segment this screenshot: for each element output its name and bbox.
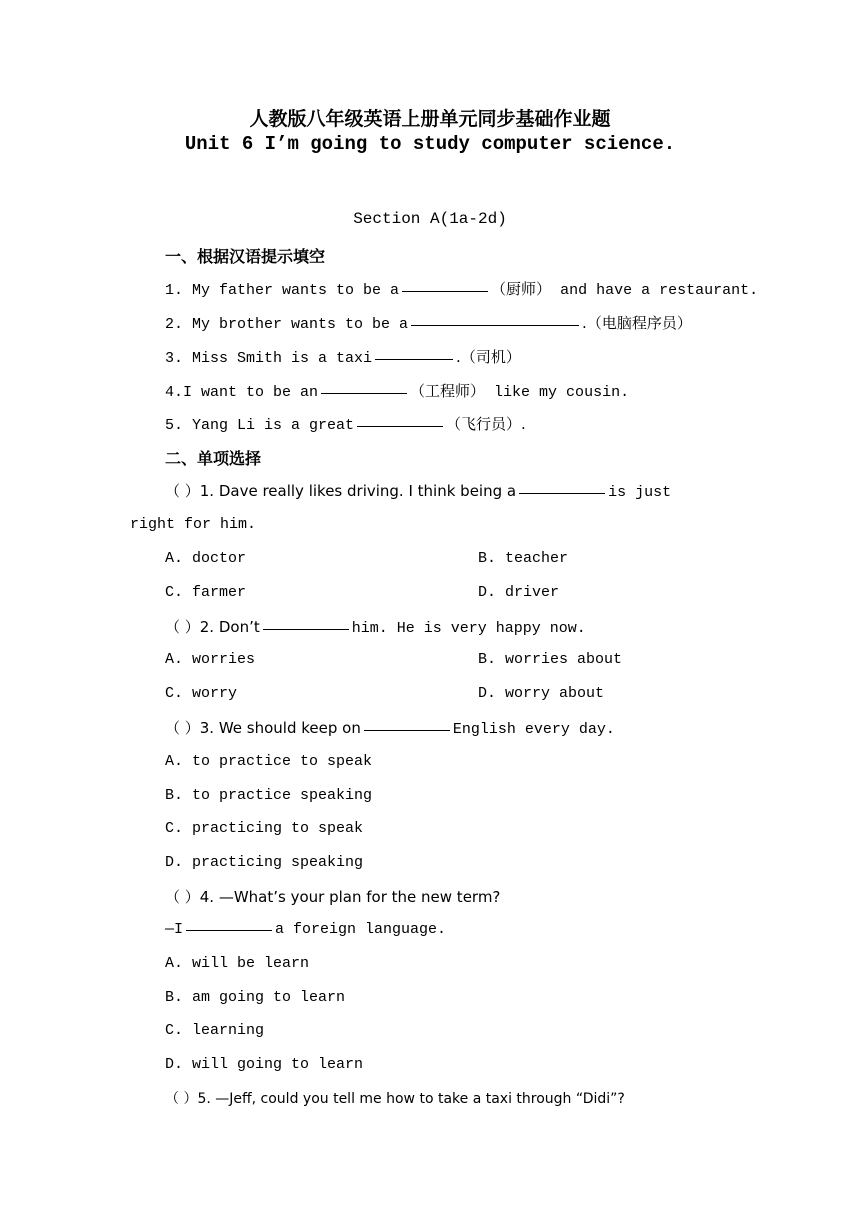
question-1-option-b[interactable]: B. teacher xyxy=(478,550,569,567)
answer-blank[interactable] xyxy=(411,324,579,326)
question-2-option-a[interactable]: A. worries xyxy=(165,651,256,668)
question-2-option-b[interactable]: B. worries about xyxy=(478,651,623,668)
section-label: Section A(1a-2d) xyxy=(353,210,507,228)
fill-item-5 xyxy=(165,414,526,436)
page-title: 人教版八年级英语上册单元同步基础作业题 xyxy=(249,108,611,130)
fill-item-4-hint: （工程师） xyxy=(410,382,486,400)
part2-heading: 二、单项选择 xyxy=(165,449,262,468)
answer-blank[interactable] xyxy=(263,628,349,630)
question-4-reply xyxy=(165,920,446,940)
fill-item-1-tail: and have a restaurant. xyxy=(551,282,759,299)
question-4-option-b[interactable]: B. am going to learn xyxy=(165,989,346,1006)
question-4-stem: （ ）4. —What’s your plan for the new term? xyxy=(165,888,501,906)
answer-blank[interactable] xyxy=(375,358,453,360)
fill-item-3-text: 3. Miss Smith is a taxi xyxy=(165,350,373,367)
answer-blank[interactable] xyxy=(519,492,605,494)
answer-blank[interactable] xyxy=(357,425,443,427)
question-1-option-d[interactable]: D. driver xyxy=(478,584,560,601)
question-3-tail: English every day. xyxy=(452,721,615,738)
question-1-option-a[interactable]: A. doctor xyxy=(165,550,247,567)
question-4-option-a[interactable]: A. will be learn xyxy=(165,955,310,972)
question-3-option-b[interactable]: B. to practice speaking xyxy=(165,787,373,804)
question-4-option-c[interactable]: C. learning xyxy=(165,1022,265,1039)
question-1-stem-cont: right for him. xyxy=(130,516,257,533)
fill-item-2-text: 2. My brother wants to be a xyxy=(165,316,409,333)
fill-item-1-hint: （厨师） xyxy=(491,280,552,298)
fill-item-5-text: 5. Yang Li is a great xyxy=(165,417,355,434)
question-3-option-d[interactable]: D. practicing speaking xyxy=(165,854,364,871)
question-2-option-c[interactable]: C. worry xyxy=(165,685,238,702)
question-1-option-c[interactable]: C. farmer xyxy=(165,584,247,601)
question-3-option-c[interactable]: C. practicing to speak xyxy=(165,820,364,837)
question-1-stem xyxy=(165,481,671,503)
part1-heading: 一、根据汉语提示填空 xyxy=(165,247,326,266)
fill-item-1-text: 1. My father wants to be a xyxy=(165,282,400,299)
question-5-stem: （ ）5. —Jeff, could you tell me how to take a taxi through “Didi”? xyxy=(165,1091,625,1107)
fill-item-2 xyxy=(165,313,692,335)
answer-blank[interactable] xyxy=(321,392,407,394)
question-2-option-d[interactable]: D. worry about xyxy=(478,685,605,702)
question-4-option-d[interactable]: D. will going to learn xyxy=(165,1056,364,1073)
fill-item-3-hint: .（司机） xyxy=(456,348,521,366)
question-3-stem xyxy=(165,718,615,740)
fill-item-2-hint: .（电脑程序员） xyxy=(582,314,692,332)
question-3-option-a[interactable]: A. to practice to speak xyxy=(165,753,373,770)
answer-blank[interactable] xyxy=(402,290,488,292)
question-3-text: （ ）3. We should keep on xyxy=(165,719,361,737)
question-4-reply-text: —I xyxy=(165,921,184,938)
unit-title: Unit 6 I’m going to study computer science. xyxy=(184,133,676,155)
question-2-tail: him. He is very happy now. xyxy=(351,620,586,637)
fill-item-3 xyxy=(165,347,521,369)
fill-item-4-text: 4.I want to be an xyxy=(165,384,319,401)
answer-blank[interactable] xyxy=(186,929,272,931)
fill-item-5-hint: （飞行员）. xyxy=(446,415,526,433)
question-1-text: （ ）1. Dave really likes driving. I think being a xyxy=(165,482,517,500)
question-4-reply-tail: a foreign language. xyxy=(275,921,447,938)
answer-blank[interactable] xyxy=(364,729,450,731)
question-1-tail: is just xyxy=(608,484,672,501)
fill-item-1 xyxy=(165,279,758,301)
fill-item-4 xyxy=(165,381,629,403)
question-2-stem xyxy=(165,617,586,639)
fill-item-4-tail: like my cousin. xyxy=(485,384,630,401)
question-2-text: （ ）2. Don’t xyxy=(165,618,260,636)
